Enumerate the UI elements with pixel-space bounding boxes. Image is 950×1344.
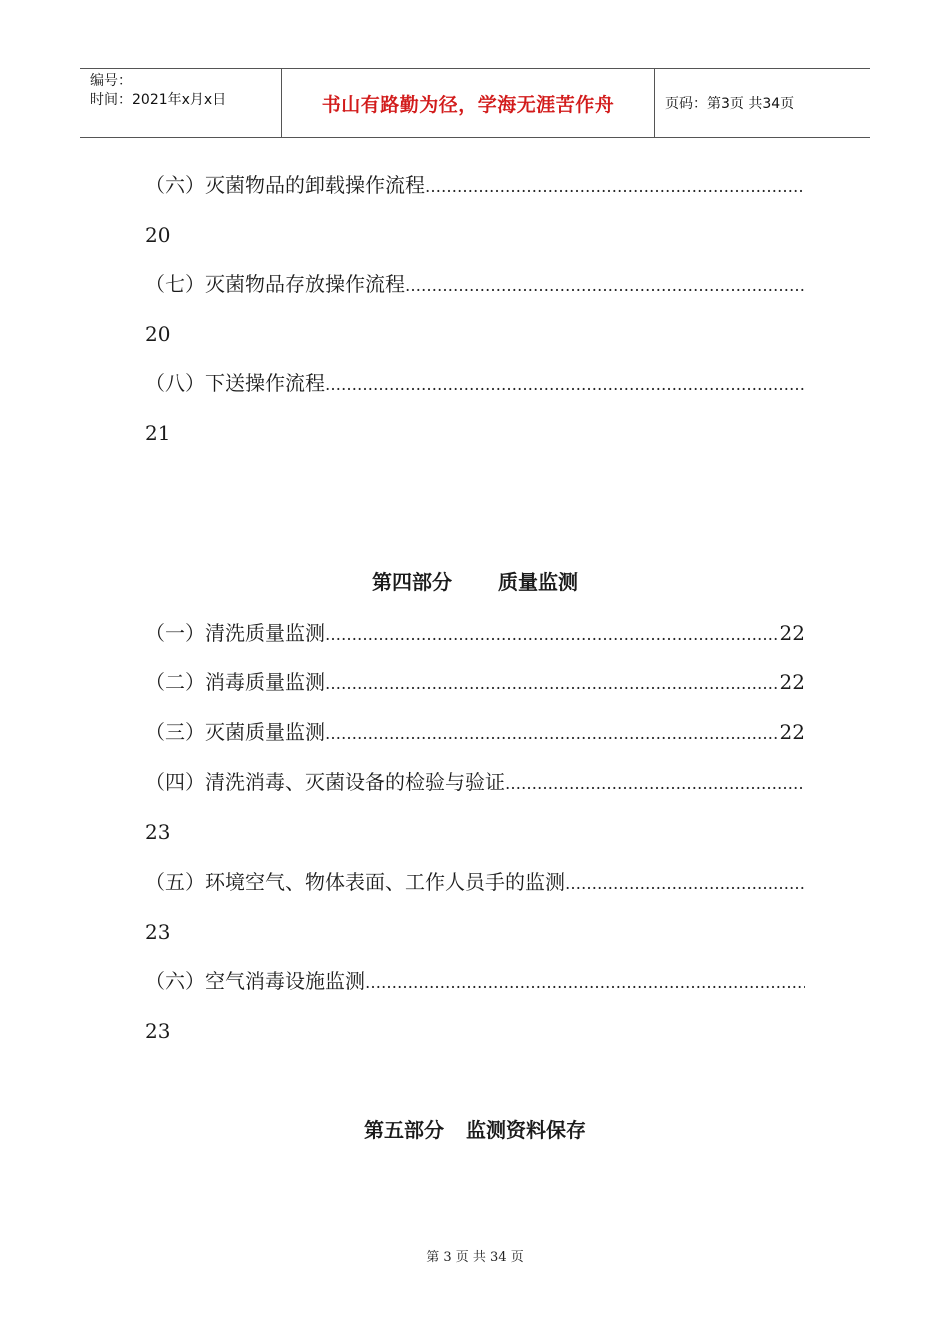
toc-entry-page: 22 (779, 670, 805, 694)
toc-entry[interactable] (145, 719, 805, 745)
toc-entry-page: 23 (145, 820, 171, 844)
number-label: 编号： (90, 73, 132, 89)
toc-leader-dots (325, 372, 805, 396)
toc-entry-page: 21 (145, 421, 171, 445)
toc-entry-page: 20 (145, 223, 171, 247)
section-number: 第五部分 (364, 1118, 444, 1142)
toc-leader-dots (325, 721, 778, 745)
section-heading (0, 569, 950, 595)
toc-leader-dots (325, 671, 778, 695)
toc-entry-page: 23 (145, 1019, 171, 1043)
toc-entry-page: 22 (779, 621, 805, 645)
toc-leader-dots (565, 871, 805, 895)
page-header (80, 68, 870, 138)
header-motto: 书山有路勤为径，学海无涯苦作舟 (321, 93, 615, 116)
header-meta (90, 72, 226, 110)
toc-entry[interactable] (145, 172, 805, 198)
toc-leader-dots (325, 622, 778, 646)
section-title: 监测资料保存 (466, 1118, 586, 1142)
toc-entry-label: （八）下送操作流程 (145, 371, 325, 395)
toc-entry[interactable] (145, 869, 805, 895)
toc-entry-label: （二）消毒质量监测 (145, 670, 325, 694)
toc-leader-dots (405, 273, 805, 297)
toc-entry-label: （四）清洗消毒、灭菌设备的检验与验证 (145, 770, 505, 794)
toc-entry[interactable] (145, 271, 805, 297)
toc-leader-dots (505, 771, 805, 795)
toc-leader-dots (365, 970, 805, 994)
section-heading (0, 1117, 950, 1143)
section-title: 质量监测 (498, 570, 578, 594)
toc-entry-page: 20 (145, 322, 171, 346)
header-page-info: 页码：第3页 共34页 (665, 96, 795, 112)
toc-entry[interactable] (145, 769, 805, 795)
page-footer: 第 3 页 共 34 页 (426, 1250, 524, 1265)
toc-entry-page: 23 (145, 920, 171, 944)
header-divider (654, 69, 655, 137)
toc-entry-label: （七）灭菌物品存放操作流程 (145, 272, 405, 296)
toc-entry-label: （三）灭菌质量监测 (145, 720, 325, 744)
toc-entry[interactable] (145, 669, 805, 695)
toc-entry[interactable] (145, 620, 805, 646)
time-label: 时间：2021年x月x日 (90, 92, 227, 108)
toc-entry[interactable] (145, 968, 805, 994)
toc-entry-label: （五）环境空气、物体表面、工作人员手的监测 (145, 870, 565, 894)
toc-entry-label: （六）空气消毒设施监测 (145, 969, 365, 993)
toc-entry[interactable] (145, 370, 805, 396)
toc-entry-page: 22 (779, 720, 805, 744)
section-number: 第四部分 (372, 570, 452, 594)
toc-entry-label: （一）清洗质量监测 (145, 621, 325, 645)
toc-entry-label: （六）灭菌物品的卸载操作流程 (145, 173, 425, 197)
toc-leader-dots (425, 174, 805, 198)
